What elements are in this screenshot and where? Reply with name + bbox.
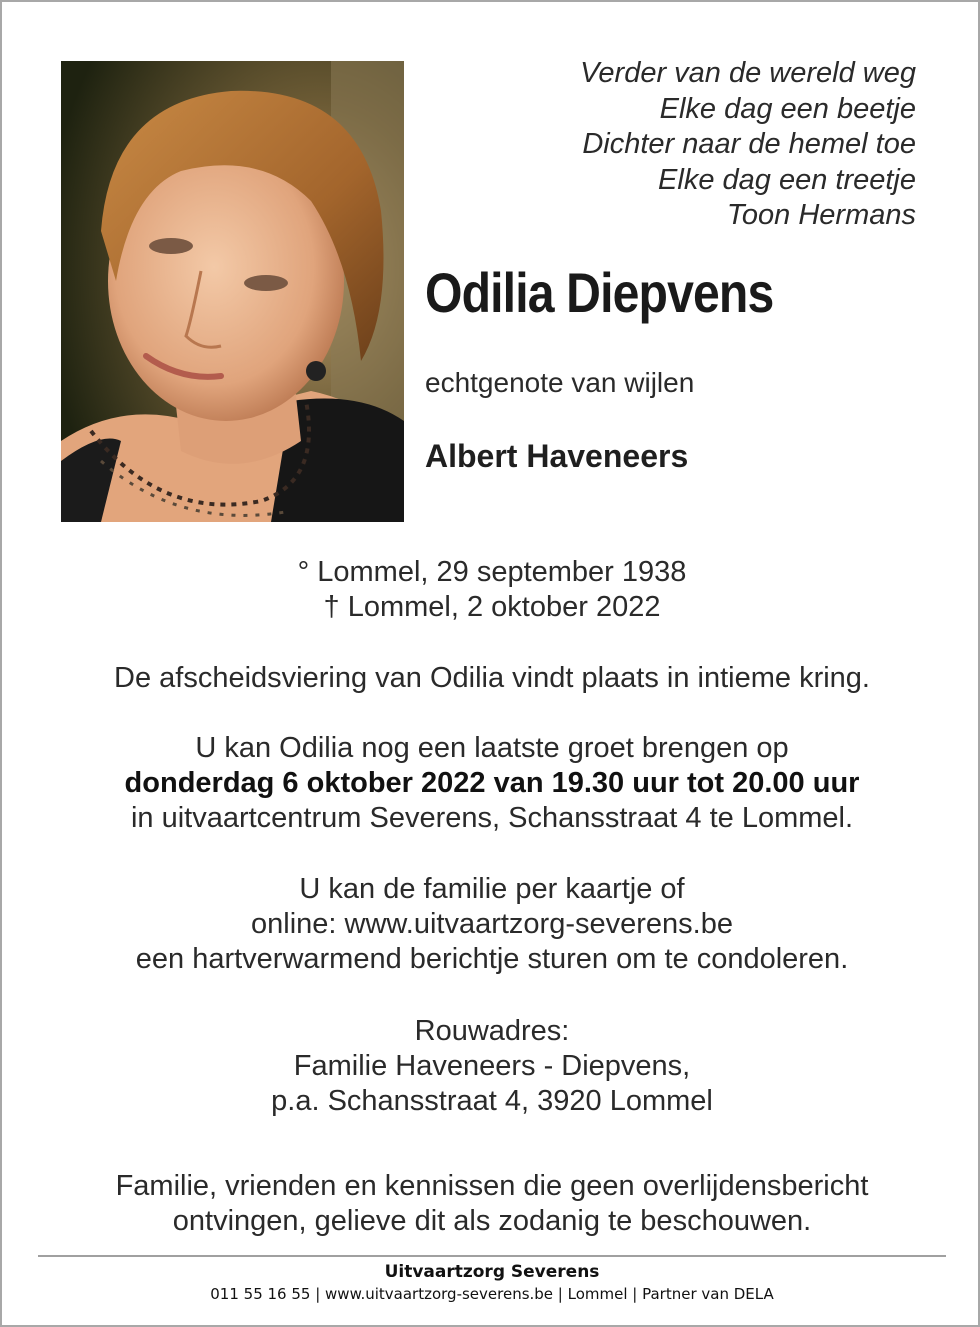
condolence-line: U kan de familie per kaartje of — [299, 873, 685, 905]
condolence-line: een hartverwarmend berichtje sturen om te condoleren. — [135, 943, 849, 975]
address-line: p.a. Schansstraat 4, 3920 Lommel — [271, 1085, 713, 1117]
portrait-photo — [61, 61, 404, 522]
spouse-name: Albert Haveneers — [425, 438, 689, 474]
address-label: Rouwadres: — [414, 1015, 570, 1047]
poem-line: Verder van de wereld weg — [580, 57, 916, 89]
funeral-home-name: Uitvaartzorg Severens — [384, 1262, 600, 1282]
ceremony-line: De afscheidsviering van Odilia vindt plaats in intieme kring. — [114, 662, 870, 694]
funeral-home-contact: 011 55 16 55 | www.uitvaartzorg-severens.be | Lommel | Partner van DELA — [210, 1285, 774, 1303]
poem-author: Toon Hermans — [726, 199, 916, 231]
notice-text — [2, 1169, 980, 1239]
address-line: Familie Haveneers - Diepvens, — [293, 1050, 691, 1082]
notice-line: Familie, vrienden en kennissen die geen overlijdensbericht — [115, 1170, 869, 1202]
poem-line: Elke dag een treetje — [658, 163, 916, 196]
poem-line: Dichter naar de hemel toe — [582, 128, 916, 160]
life-dates — [2, 555, 980, 625]
visit-location: in uitvaartcentrum Severens, Schansstraat 4 te Lommel. — [130, 802, 854, 834]
death-line: † Lommel, 2 oktober 2022 — [323, 591, 661, 623]
notice-line: ontvingen, gelieve dit als zodanig te beschouwen. — [172, 1205, 812, 1237]
memorial-poem — [580, 56, 916, 234]
ceremony-text — [2, 661, 980, 696]
condolence-website: online: www.uitvaartzorg-severens.be — [251, 908, 733, 940]
relation-text: echtgenote van wijlen — [425, 367, 695, 398]
mourning-address — [2, 1014, 980, 1119]
visit-line: U kan Odilia nog een laatste groet brengen op — [195, 732, 789, 764]
deceased-name: Odilia Diepvens — [425, 261, 774, 324]
condolence-info — [2, 872, 980, 977]
footer-divider — [38, 1255, 946, 1257]
visitation-info — [2, 731, 980, 836]
poem-line: Elke dag een beetje — [659, 92, 916, 125]
visit-datetime: donderdag 6 oktober 2022 van 19.30 uur tot 20.00 uur — [124, 767, 860, 799]
birth-line: ° Lommel, 29 september 1938 — [297, 556, 687, 588]
